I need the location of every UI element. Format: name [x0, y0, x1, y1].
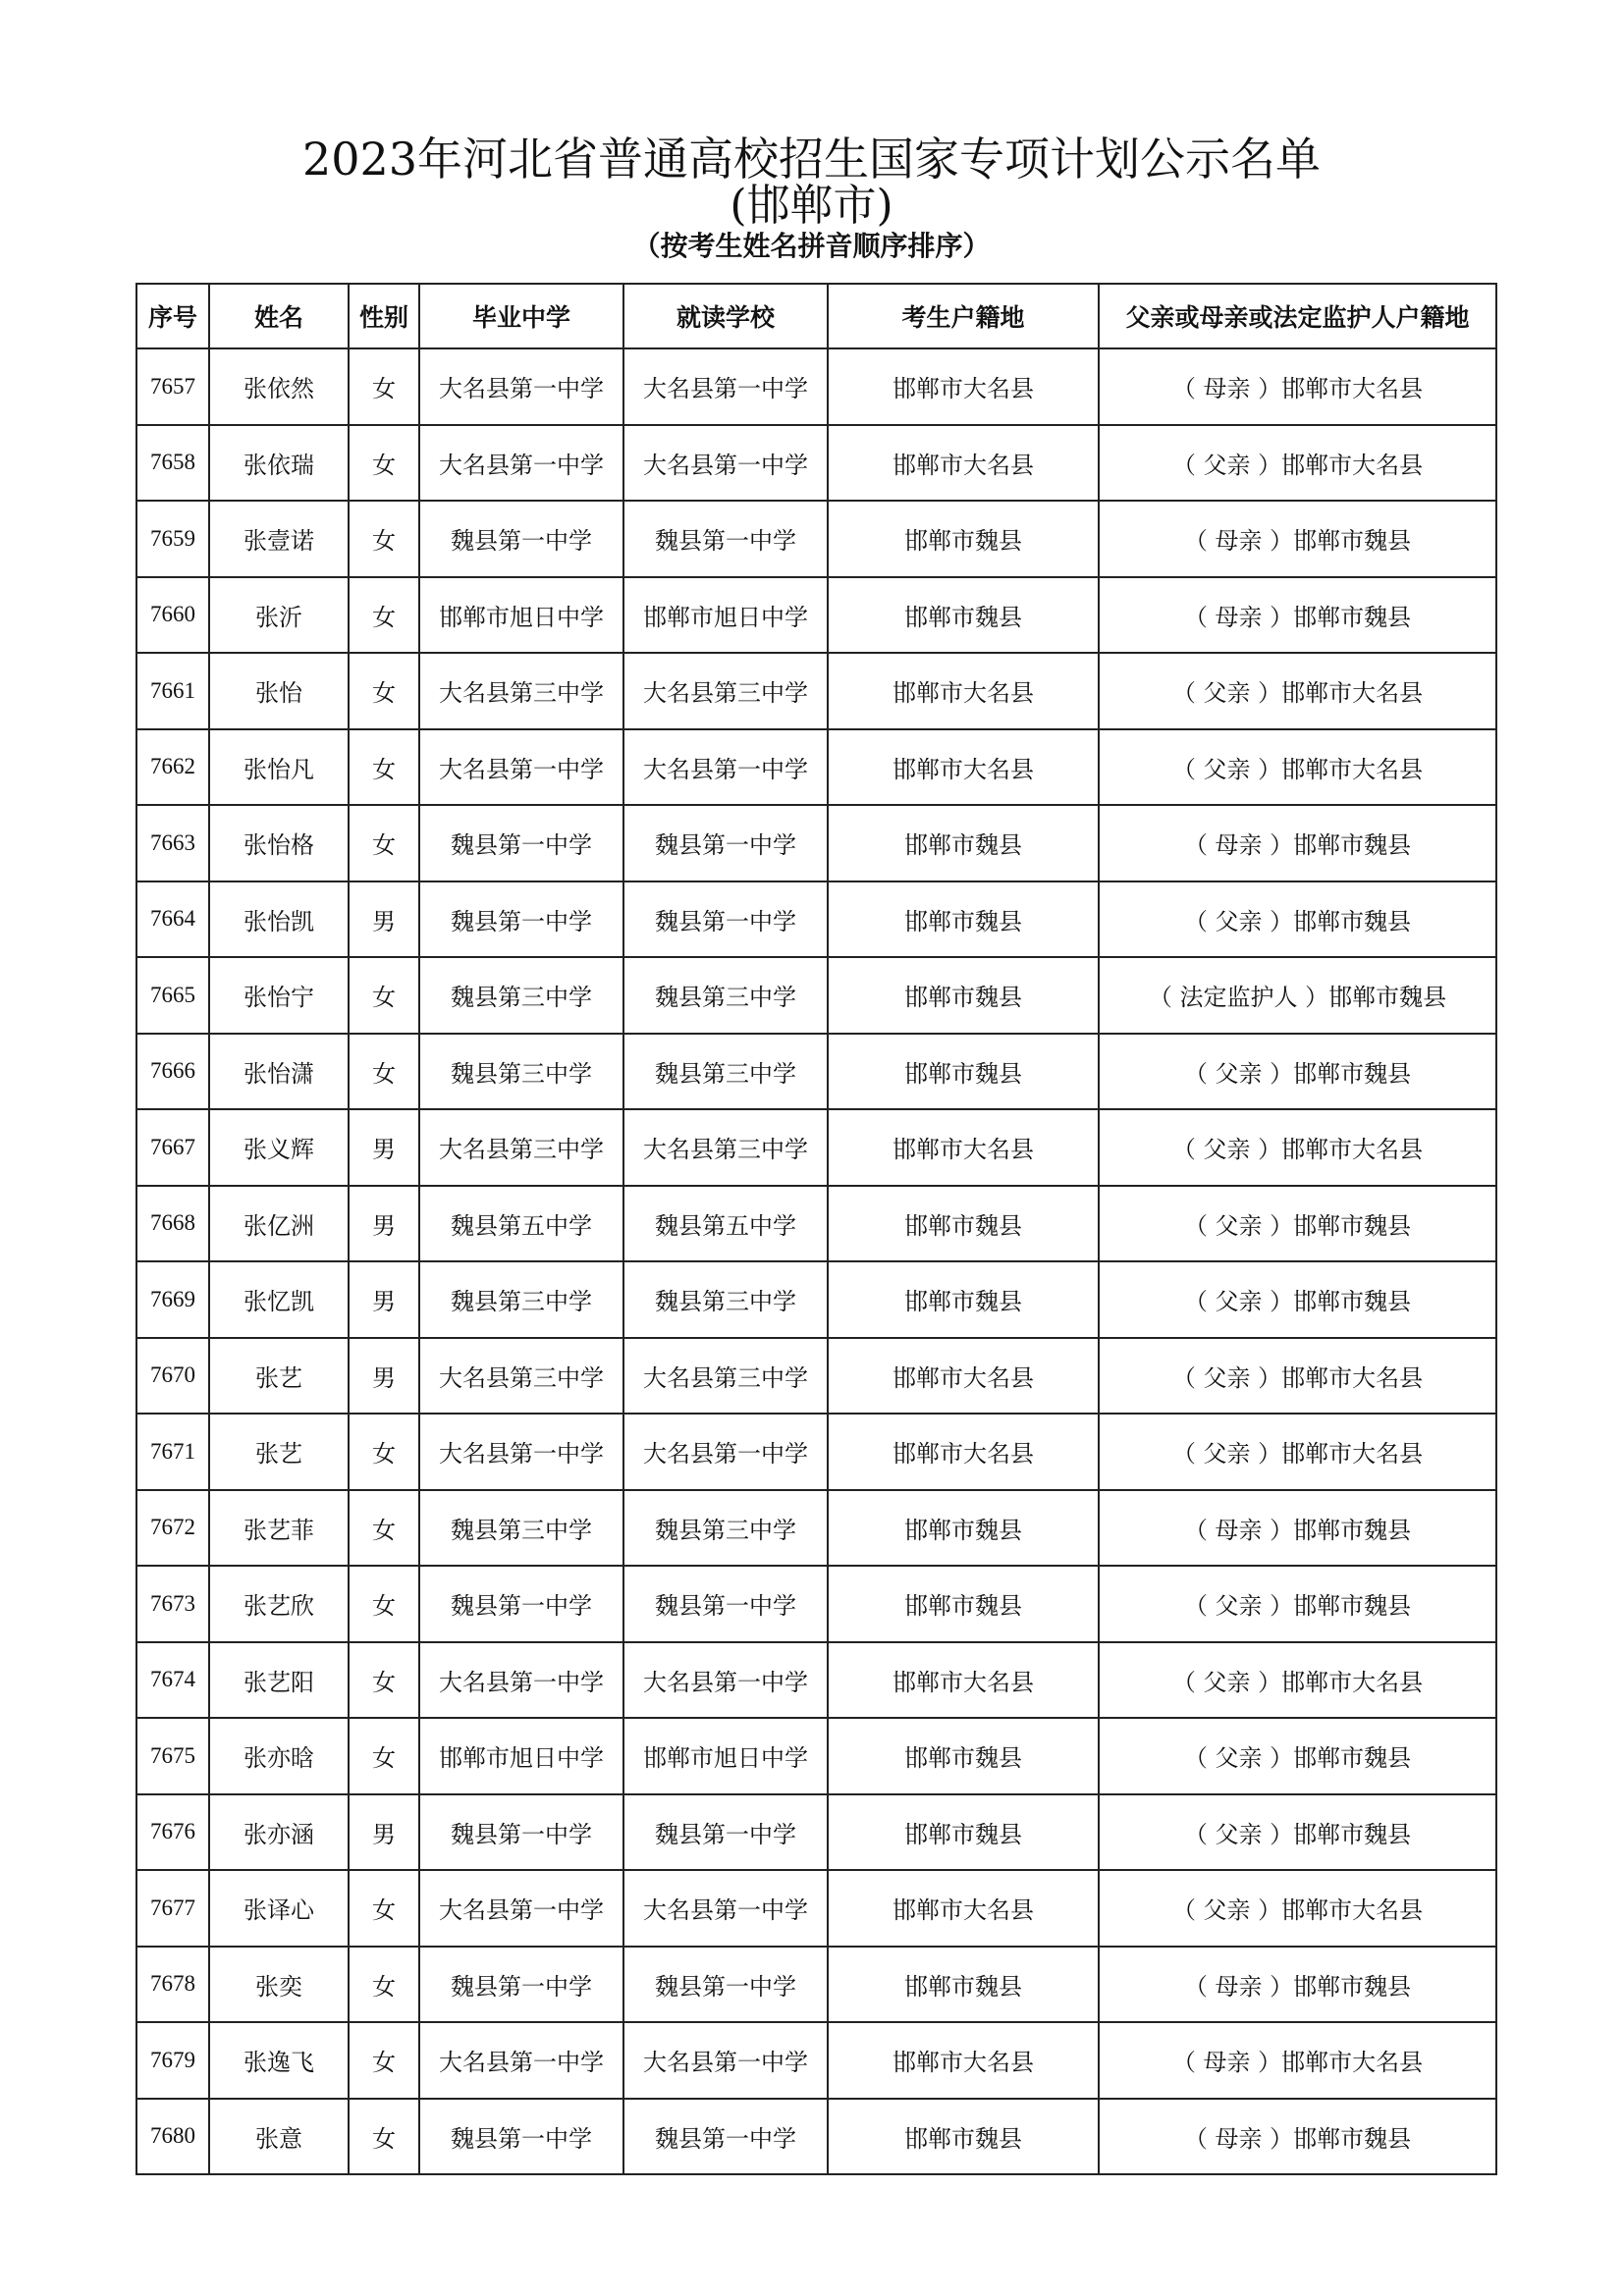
cell-guardian-hukou: （ 父亲 ）邯郸市魏县	[1099, 1261, 1496, 1338]
cell-graduated-school: 大名县第一中学	[419, 425, 623, 502]
cell-guardian-hukou: （ 母亲 ）邯郸市魏县	[1099, 2099, 1496, 2175]
cell-gender: 男	[349, 1794, 419, 1871]
table-row	[136, 1186, 1496, 1262]
cell-current-school: 大名县第一中学	[623, 1642, 828, 1719]
cell-graduated-school: 大名县第一中学	[419, 1870, 623, 1947]
table-row	[136, 1034, 1496, 1110]
cell-gender: 女	[349, 1490, 419, 1567]
cell-graduated-school: 魏县第一中学	[419, 881, 623, 958]
column-header-guardian-hukou: 父亲或母亲或法定监护人户籍地	[1099, 284, 1496, 348]
cell-gender: 女	[349, 1414, 419, 1490]
cell-gender: 女	[349, 653, 419, 729]
table-row	[136, 1414, 1496, 1490]
cell-name: 张意	[209, 2099, 349, 2175]
cell-graduated-school: 魏县第一中学	[419, 501, 623, 577]
table-row	[136, 805, 1496, 881]
cell-student-hukou: 邯郸市魏县	[828, 881, 1099, 958]
cell-student-hukou: 邯郸市大名县	[828, 1338, 1099, 1415]
cell-name: 张怡格	[209, 805, 349, 881]
cell-seq: 7678	[136, 1947, 209, 2023]
cell-gender: 女	[349, 729, 419, 806]
cell-guardian-hukou: （ 母亲 ）邯郸市大名县	[1099, 348, 1496, 425]
cell-current-school: 大名县第三中学	[623, 1338, 828, 1415]
cell-current-school: 大名县第一中学	[623, 1414, 828, 1490]
cell-graduated-school: 魏县第一中学	[419, 1794, 623, 1871]
cell-guardian-hukou: （ 母亲 ）邯郸市魏县	[1099, 501, 1496, 577]
document-subtitle: (邯郸市)	[730, 181, 893, 231]
cell-gender: 女	[349, 1718, 419, 1794]
cell-student-hukou: 邯郸市魏县	[828, 1261, 1099, 1338]
cell-student-hukou: 邯郸市魏县	[828, 1034, 1099, 1110]
cell-guardian-hukou: （ 父亲 ）邯郸市大名县	[1099, 1870, 1496, 1947]
cell-graduated-school: 魏县第三中学	[419, 1261, 623, 1338]
cell-name: 张逸飞	[209, 2022, 349, 2099]
cell-name: 张艺菲	[209, 1490, 349, 1567]
cell-current-school: 大名县第一中学	[623, 425, 828, 502]
cell-name: 张亦晗	[209, 1718, 349, 1794]
table-row	[136, 1338, 1496, 1415]
cell-guardian-hukou: （ 法定监护人 ）邯郸市魏县	[1099, 957, 1496, 1034]
cell-seq: 7672	[136, 1490, 209, 1567]
cell-gender: 女	[349, 805, 419, 881]
cell-gender: 女	[349, 425, 419, 502]
cell-seq: 7674	[136, 1642, 209, 1719]
cell-name: 张忆凯	[209, 1261, 349, 1338]
cell-current-school: 魏县第一中学	[623, 1566, 828, 1642]
cell-seq: 7663	[136, 805, 209, 881]
table-body	[136, 348, 1496, 2174]
cell-gender: 女	[349, 1947, 419, 2023]
cell-student-hukou: 邯郸市魏县	[828, 2099, 1099, 2175]
cell-gender: 女	[349, 577, 419, 654]
cell-guardian-hukou: （ 父亲 ）邯郸市大名县	[1099, 729, 1496, 806]
table-row	[136, 1718, 1496, 1794]
cell-guardian-hukou: （ 父亲 ）邯郸市魏县	[1099, 1566, 1496, 1642]
cell-student-hukou: 邯郸市大名县	[828, 729, 1099, 806]
cell-seq: 7680	[136, 2099, 209, 2175]
cell-name: 张怡	[209, 653, 349, 729]
cell-current-school: 魏县第一中学	[623, 501, 828, 577]
table-row	[136, 653, 1496, 729]
cell-gender: 女	[349, 2099, 419, 2175]
cell-name: 张奕	[209, 1947, 349, 2023]
cell-gender: 女	[349, 1642, 419, 1719]
table-row	[136, 1566, 1496, 1642]
column-header-current-school: 就读学校	[623, 284, 828, 348]
cell-seq: 7659	[136, 501, 209, 577]
cell-name: 张译心	[209, 1870, 349, 1947]
cell-seq: 7676	[136, 1794, 209, 1871]
cell-gender: 男	[349, 1186, 419, 1262]
cell-guardian-hukou: （ 母亲 ）邯郸市魏县	[1099, 1490, 1496, 1567]
cell-student-hukou: 邯郸市大名县	[828, 1642, 1099, 1719]
cell-graduated-school: 大名县第三中学	[419, 653, 623, 729]
cell-name: 张依然	[209, 348, 349, 425]
cell-gender: 男	[349, 1261, 419, 1338]
table-row	[136, 1109, 1496, 1186]
cell-guardian-hukou: （ 父亲 ）邯郸市魏县	[1099, 1718, 1496, 1794]
cell-guardian-hukou: （ 父亲 ）邯郸市大名县	[1099, 653, 1496, 729]
cell-student-hukou: 邯郸市魏县	[828, 1947, 1099, 2023]
table-row	[136, 729, 1496, 806]
cell-current-school: 大名县第三中学	[623, 1109, 828, 1186]
cell-name: 张沂	[209, 577, 349, 654]
cell-current-school: 魏县第一中学	[623, 805, 828, 881]
cell-seq: 7667	[136, 1109, 209, 1186]
cell-seq: 7673	[136, 1566, 209, 1642]
table-row	[136, 348, 1496, 425]
roster-table	[135, 283, 1497, 2175]
cell-gender: 女	[349, 957, 419, 1034]
cell-graduated-school: 魏县第一中学	[419, 2099, 623, 2175]
cell-seq: 7671	[136, 1414, 209, 1490]
table-row	[136, 1490, 1496, 1567]
cell-gender: 女	[349, 1034, 419, 1110]
cell-guardian-hukou: （ 母亲 ）邯郸市魏县	[1099, 577, 1496, 654]
cell-student-hukou: 邯郸市大名县	[828, 425, 1099, 502]
table-row	[136, 1794, 1496, 1871]
cell-current-school: 魏县第一中学	[623, 881, 828, 958]
cell-name: 张艺阳	[209, 1642, 349, 1719]
cell-gender: 女	[349, 2022, 419, 2099]
cell-current-school: 邯郸市旭日中学	[623, 1718, 828, 1794]
table-row	[136, 2022, 1496, 2099]
cell-current-school: 大名县第三中学	[623, 653, 828, 729]
table-row	[136, 425, 1496, 502]
cell-seq: 7658	[136, 425, 209, 502]
cell-student-hukou: 邯郸市魏县	[828, 1566, 1099, 1642]
column-header-name: 姓名	[209, 284, 349, 348]
cell-seq: 7679	[136, 2022, 209, 2099]
cell-current-school: 魏县第三中学	[623, 1034, 828, 1110]
cell-guardian-hukou: （ 父亲 ）邯郸市大名县	[1099, 1109, 1496, 1186]
cell-current-school: 大名县第一中学	[623, 729, 828, 806]
cell-graduated-school: 魏县第一中学	[419, 1566, 623, 1642]
cell-name: 张怡凡	[209, 729, 349, 806]
cell-seq: 7664	[136, 881, 209, 958]
cell-name: 张艺	[209, 1338, 349, 1415]
cell-graduated-school: 大名县第一中学	[419, 348, 623, 425]
cell-student-hukou: 邯郸市魏县	[828, 577, 1099, 654]
cell-student-hukou: 邯郸市大名县	[828, 1414, 1099, 1490]
table-row	[136, 577, 1496, 654]
cell-student-hukou: 邯郸市大名县	[828, 1109, 1099, 1186]
cell-graduated-school: 魏县第三中学	[419, 1490, 623, 1567]
cell-current-school: 魏县第五中学	[623, 1186, 828, 1262]
cell-graduated-school: 魏县第一中学	[419, 805, 623, 881]
cell-seq: 7662	[136, 729, 209, 806]
cell-seq: 7665	[136, 957, 209, 1034]
column-header-gender: 性别	[349, 284, 419, 348]
cell-student-hukou: 邯郸市魏县	[828, 1490, 1099, 1567]
cell-guardian-hukou: （ 父亲 ）邯郸市大名县	[1099, 1414, 1496, 1490]
cell-name: 张依瑞	[209, 425, 349, 502]
cell-gender: 男	[349, 881, 419, 958]
cell-seq: 7669	[136, 1261, 209, 1338]
cell-name: 张怡凯	[209, 881, 349, 958]
table-row	[136, 2099, 1496, 2175]
cell-guardian-hukou: （ 父亲 ）邯郸市魏县	[1099, 1794, 1496, 1871]
cell-current-school: 邯郸市旭日中学	[623, 577, 828, 654]
cell-seq: 7675	[136, 1718, 209, 1794]
cell-seq: 7661	[136, 653, 209, 729]
cell-guardian-hukou: （ 父亲 ）邯郸市魏县	[1099, 881, 1496, 958]
cell-guardian-hukou: （ 母亲 ）邯郸市大名县	[1099, 2022, 1496, 2099]
column-header-graduated-school: 毕业中学	[419, 284, 623, 348]
cell-gender: 女	[349, 1566, 419, 1642]
cell-graduated-school: 魏县第五中学	[419, 1186, 623, 1262]
cell-graduated-school: 魏县第三中学	[419, 1034, 623, 1110]
table-header-row	[136, 284, 1496, 348]
cell-student-hukou: 邯郸市魏县	[828, 957, 1099, 1034]
cell-student-hukou: 邯郸市大名县	[828, 2022, 1099, 2099]
cell-current-school: 魏县第三中学	[623, 957, 828, 1034]
cell-graduated-school: 魏县第一中学	[419, 1947, 623, 2023]
cell-guardian-hukou: （ 父亲 ）邯郸市大名县	[1099, 425, 1496, 502]
cell-student-hukou: 邯郸市大名县	[828, 653, 1099, 729]
cell-guardian-hukou: （ 父亲 ）邯郸市魏县	[1099, 1186, 1496, 1262]
cell-guardian-hukou: （ 父亲 ）邯郸市魏县	[1099, 1034, 1496, 1110]
table-row	[136, 1870, 1496, 1947]
cell-student-hukou: 邯郸市魏县	[828, 805, 1099, 881]
cell-student-hukou: 邯郸市大名县	[828, 1870, 1099, 1947]
table-row	[136, 957, 1496, 1034]
cell-graduated-school: 魏县第三中学	[419, 957, 623, 1034]
cell-name: 张义辉	[209, 1109, 349, 1186]
cell-current-school: 魏县第一中学	[623, 1794, 828, 1871]
cell-student-hukou: 邯郸市魏县	[828, 501, 1099, 577]
cell-current-school: 大名县第一中学	[623, 348, 828, 425]
column-header-seq: 序号	[136, 284, 209, 348]
document-title: 2023年河北省普通高校招生国家专项计划公示名单	[301, 133, 1322, 186]
cell-name: 张壹诺	[209, 501, 349, 577]
cell-name: 张亦涵	[209, 1794, 349, 1871]
cell-seq: 7660	[136, 577, 209, 654]
cell-student-hukou: 邯郸市魏县	[828, 1186, 1099, 1262]
cell-current-school: 魏县第三中学	[623, 1490, 828, 1567]
cell-graduated-school: 大名县第一中学	[419, 1642, 623, 1719]
cell-guardian-hukou: （ 母亲 ）邯郸市魏县	[1099, 805, 1496, 881]
cell-name: 张艺欣	[209, 1566, 349, 1642]
cell-name: 张亿洲	[209, 1186, 349, 1262]
cell-gender: 女	[349, 348, 419, 425]
cell-graduated-school: 邯郸市旭日中学	[419, 577, 623, 654]
column-header-student-hukou: 考生户籍地	[828, 284, 1099, 348]
cell-current-school: 大名县第一中学	[623, 2022, 828, 2099]
cell-seq: 7670	[136, 1338, 209, 1415]
cell-name: 张怡宁	[209, 957, 349, 1034]
cell-graduated-school: 大名县第三中学	[419, 1338, 623, 1415]
cell-gender: 女	[349, 1870, 419, 1947]
cell-guardian-hukou: （ 父亲 ）邯郸市大名县	[1099, 1642, 1496, 1719]
table-row	[136, 1642, 1496, 1719]
cell-graduated-school: 大名县第一中学	[419, 2022, 623, 2099]
sort-note: （按考生姓名拼音顺序排序）	[632, 230, 991, 262]
table-row	[136, 1261, 1496, 1338]
cell-guardian-hukou: （ 父亲 ）邯郸市大名县	[1099, 1338, 1496, 1415]
cell-student-hukou: 邯郸市大名县	[828, 348, 1099, 425]
cell-student-hukou: 邯郸市魏县	[828, 1794, 1099, 1871]
cell-seq: 7677	[136, 1870, 209, 1947]
cell-graduated-school: 大名县第一中学	[419, 729, 623, 806]
cell-seq: 7666	[136, 1034, 209, 1110]
cell-guardian-hukou: （ 母亲 ）邯郸市魏县	[1099, 1947, 1496, 2023]
cell-gender: 女	[349, 501, 419, 577]
cell-current-school: 魏县第一中学	[623, 1947, 828, 2023]
cell-student-hukou: 邯郸市魏县	[828, 1718, 1099, 1794]
cell-current-school: 魏县第一中学	[623, 2099, 828, 2175]
cell-name: 张怡潇	[209, 1034, 349, 1110]
cell-current-school: 大名县第一中学	[623, 1870, 828, 1947]
cell-graduated-school: 大名县第一中学	[419, 1414, 623, 1490]
table-row	[136, 881, 1496, 958]
cell-graduated-school: 邯郸市旭日中学	[419, 1718, 623, 1794]
cell-current-school: 魏县第三中学	[623, 1261, 828, 1338]
cell-seq: 7657	[136, 348, 209, 425]
cell-gender: 男	[349, 1338, 419, 1415]
cell-gender: 男	[349, 1109, 419, 1186]
table-row	[136, 501, 1496, 577]
cell-name: 张艺	[209, 1414, 349, 1490]
table-row	[136, 1947, 1496, 2023]
cell-graduated-school: 大名县第三中学	[419, 1109, 623, 1186]
cell-seq: 7668	[136, 1186, 209, 1262]
